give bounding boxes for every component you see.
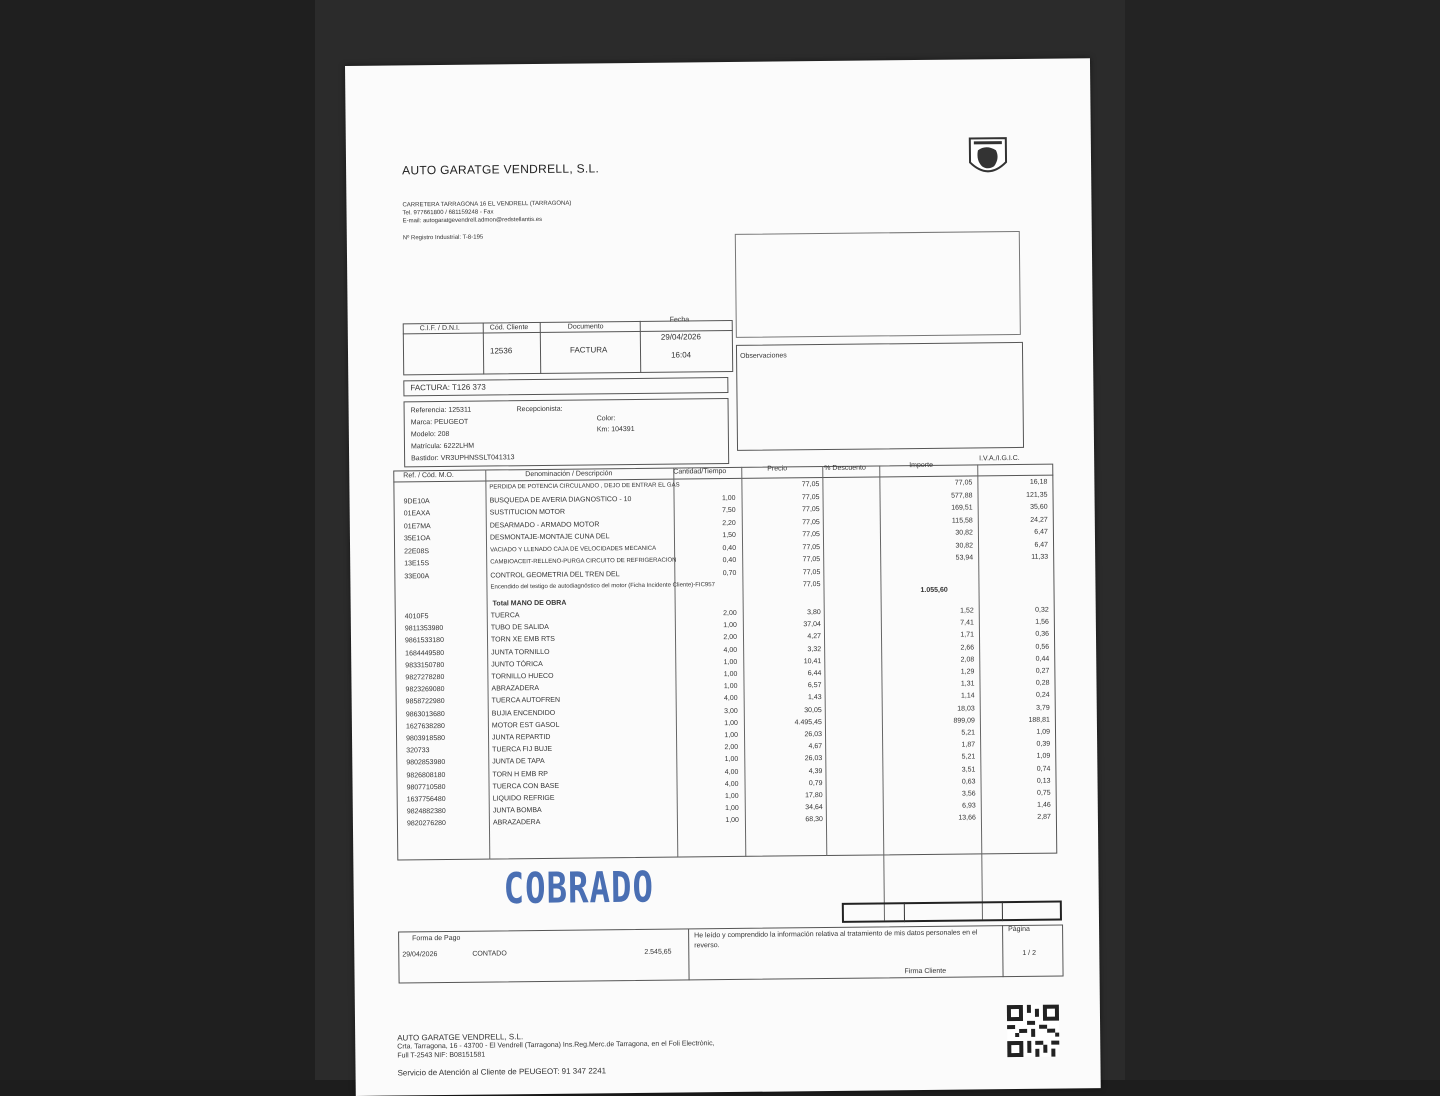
parts_rows-row-qty: 2,00 [723, 609, 737, 618]
labor_rows-row-iva: 24,27 [1030, 516, 1048, 524]
labor_rows-row-iva: 6,47 [1034, 528, 1048, 536]
parts_rows-row-price: 6,57 [807, 682, 822, 690]
labor_rows-row-price: 77,05 [802, 568, 821, 576]
parts_rows-row-qty: 1,00 [725, 817, 739, 825]
parts_rows-row-price: 10,41 [803, 657, 822, 666]
parts_rows-row-ref: 9826808180 [406, 771, 446, 779]
factura-number: FACTURA: T126 373 [410, 382, 486, 393]
labor_rows-row-ref: 22E08S [404, 547, 430, 555]
parts_rows-row-amount: 3,56 [961, 790, 976, 798]
total-mano-obra-value: 1.055,60 [920, 586, 948, 595]
payment-date: 29/04/2026 [402, 951, 438, 959]
privacy-note: He leído y comprendido la información relativa al tratamiento de mis datos personales en el reverso. [694, 929, 978, 950]
parts_rows-row-desc: MOTOR EST GASOL [491, 721, 560, 730]
labor_rows-row-ref: 01EAXA [403, 510, 431, 518]
bottom-company-name: AUTO GARATGE VENDRELL, S.L. [397, 1032, 524, 1043]
labor_rows-row-desc: DESARMADO - ARMADO MOTOR [489, 520, 600, 530]
fecha-value: 29/04/2026 [660, 332, 701, 342]
parts_rows-row-ref: 4010F5 [404, 613, 429, 621]
company-email: E-mail: autogaratgevendrell.admon@redstellantis.es [402, 216, 543, 225]
parts_rows-row-iva: 0,24 [1035, 692, 1050, 700]
labor_rows-row-qty: 2,20 [722, 519, 736, 527]
parts_rows-row-desc: TUERCA [490, 612, 520, 620]
parts_rows-row-desc: TORNILLO HUECO [491, 672, 554, 681]
col-cif-label: C.I.F. / D.N.I. [419, 324, 460, 333]
payment-method: CONTADO [472, 950, 507, 958]
parts_rows-row-iva: 1,09 [1036, 728, 1051, 736]
parts_rows-row-ref: 9807710580 [406, 783, 446, 792]
labor_rows-row-qty: 7,50 [722, 506, 736, 515]
parts_rows-row-amount: 5,21 [961, 753, 976, 761]
parts_rows-row-amount: 1,71 [960, 631, 975, 639]
labor_rows-row-price: 77,05 [801, 481, 820, 489]
background-left [0, 0, 315, 1080]
col-amount-header: Importe [909, 461, 933, 470]
parts_rows-row-desc: JUNTA TORNILLO [491, 648, 550, 657]
col-price-header: Precio [767, 465, 788, 473]
labor_rows-row-ref: 35E1OA [403, 535, 431, 543]
parts_rows-row-ref: 9803918580 [406, 734, 446, 743]
labor_rows-row-desc: BUSQUEDA DE AVERIA DIAGNOSTICO - 10 [489, 495, 632, 505]
labor_rows-row-price: 77,05 [802, 518, 820, 526]
parts_rows-row-amount: 7,41 [960, 619, 974, 627]
labor_rows-row-ref: 13E15S [404, 560, 430, 568]
labor_rows-row-desc: CONTROL GEOMETRIA DEL TREN DEL [490, 570, 620, 580]
parts_rows-row-ref: 1637756480 [406, 795, 446, 804]
cobrado-stamp: COBRADO [503, 862, 655, 915]
parts_rows-row-iva: 0,36 [1035, 631, 1050, 639]
parts_rows-row-ref: 9823269080 [405, 686, 445, 694]
parts_rows-row-amount: 3,51 [961, 766, 976, 774]
parts_rows-row-desc: TUERCA FIJ BUJE [492, 746, 553, 754]
parts_rows-row-qty: 1,00 [724, 719, 738, 727]
pagina-label: Página [1008, 925, 1030, 934]
parts_rows-row-amount: 2,08 [960, 656, 975, 664]
parts_rows-row-iva: 0,39 [1036, 740, 1051, 748]
parts_rows-row-iva: 0,13 [1036, 777, 1051, 785]
parts_rows-row-amount: 1,87 [961, 741, 976, 749]
col-fecha-label: Fecha [669, 316, 690, 324]
pagina-value: 1 / 2 [1022, 949, 1036, 957]
parts_rows-row-amount: 0,63 [961, 778, 976, 786]
parts_rows-row-iva: 188,81 [1028, 716, 1050, 724]
parts_rows-row-price: 68,30 [805, 816, 823, 824]
parts_rows-row-desc: JUNTA REPARTID [492, 733, 551, 742]
client-address-box [735, 231, 1021, 338]
company-address: CARRETERA TARRAGONA 16 EL VENDRELL (TARRAGONA) [402, 200, 572, 209]
parts_rows-row-iva: 2,87 [1037, 814, 1051, 822]
labor_rows-row-price: 77,05 [801, 493, 820, 501]
labor_rows-row-desc: Encendido del testigo de autodiagnóstico del motor (Ficha Incidente Cliente)-FIC957 [490, 582, 715, 591]
company-tel: Tel. 977661800 / 681159248 - Fax [402, 209, 494, 217]
parts_rows-row-desc: TUERCA CON BASE [492, 782, 560, 791]
parts_rows-row-qty: 1,00 [725, 792, 739, 801]
parts_rows-row-iva: 0,32 [1035, 606, 1049, 614]
parts_rows-row-desc: JUNTO TÓRICA [491, 660, 543, 669]
parts_rows-row-amount: 5,21 [961, 729, 976, 737]
parts_rows-row-price: 6,44 [807, 670, 822, 678]
labor_rows-row-qty: 0,40 [722, 544, 737, 552]
documento-value: FACTURA [569, 345, 608, 355]
labor_rows-row-price: 77,05 [802, 556, 821, 564]
parts_rows-row-qty: 1,00 [723, 658, 738, 666]
parts_rows-row-price: 4,27 [807, 633, 822, 641]
parts_rows-row-price: 26,03 [804, 755, 823, 763]
labor_rows-row-amount: 30,82 [955, 541, 974, 550]
parts_rows-row-ref: 9827278280 [405, 673, 445, 682]
labor_rows-row-desc: DESMONTAJE-MONTAJE CUNA DEL [489, 533, 610, 542]
vehicle-color: Color: [596, 415, 616, 423]
parts_rows-row-qty: 3,00 [724, 707, 738, 715]
parts_rows-row-amount: 1,29 [960, 668, 975, 676]
labor_rows-row-amount: 169,51 [951, 504, 973, 512]
parts_rows-row-ref: 9833150780 [405, 661, 445, 670]
labor_rows-row-price: 77,05 [802, 506, 820, 514]
parts_rows-row-price: 34,64 [805, 804, 823, 812]
company-name: AUTO GARATGE VENDRELL, S.L. [402, 161, 600, 178]
parts_rows-row-qty: 2,00 [723, 634, 738, 642]
parts_rows-row-qty: 1,00 [723, 683, 738, 691]
labor_rows-row-ref: 01E7MA [403, 522, 431, 530]
parts_rows-row-desc: ABRAZADERA [491, 685, 540, 693]
parts_rows-row-price: 3,32 [807, 645, 822, 653]
parts_rows-row-ref: 320733 [406, 747, 430, 755]
col-desc-header: Denominación / Descripción [525, 470, 613, 479]
parts_rows-row-amount: 1,31 [960, 680, 975, 688]
parts_rows-row-qty: 2,00 [724, 744, 739, 752]
parts_rows-row-qty: 1,00 [724, 731, 739, 740]
parts_rows-row-price: 17,80 [805, 792, 823, 800]
parts_rows-row-desc: BUJIA ENCENDIDO [491, 709, 556, 718]
col-iva-header: I.V.A./I.G.I.C. [979, 454, 1020, 463]
parts_rows-row-amount: 18,03 [957, 705, 975, 713]
labor_rows-row-qty: 0,40 [722, 556, 737, 565]
parts_rows-row-price: 4.495,45 [794, 718, 822, 727]
parts_rows-row-price: 3,80 [807, 609, 821, 617]
col-qty-header: Cantidad/Tiempo [673, 468, 727, 476]
parts_rows-row-ref: 9861533180 [404, 637, 444, 645]
parts_rows-row-iva: 0,75 [1036, 789, 1051, 797]
labor_rows-row-desc: CAMBIOACEIT-RELLENO-PURGA CIRCUITO DE REFRIGERACION [490, 557, 677, 566]
labor_rows-row-price: 77,05 [802, 543, 821, 551]
parts_rows-row-amount: 1,52 [960, 607, 974, 615]
totals-box [842, 901, 1062, 923]
company-registro: Nº Registro Industrial: T-8-195 [402, 234, 484, 242]
labor_rows-row-desc: VACIADO Y LLENADO CAJA DE VELOCIDADES MECANICA [490, 545, 657, 554]
parts_rows-row-qty: 4,00 [723, 695, 738, 703]
parts_rows-row-desc: JUNTA DE TAPA [492, 758, 545, 766]
labor_rows-row-ref: 9DE10A [403, 497, 430, 505]
labor_rows-row-qty: 0,70 [722, 569, 737, 577]
observaciones-label: Observaciones [740, 352, 787, 360]
parts_rows-row-price: 1,43 [807, 694, 822, 702]
parts_rows-row-qty: 1,00 [725, 805, 739, 813]
parts_rows-row-iva: 0,28 [1035, 679, 1050, 687]
background-right [1125, 0, 1440, 1080]
vehicle-km: Km: 104391 [596, 425, 635, 434]
labor_rows-row-qty: 1,00 [721, 494, 736, 502]
parts_rows-row-price: 26,03 [804, 731, 823, 739]
totals-divider-1 [904, 902, 905, 922]
parts_rows-row-iva: 0,56 [1035, 643, 1050, 651]
parts_rows-row-desc: TORN H EMB RP [492, 770, 548, 779]
labor_rows-row-desc: PERDIDA DE POTENCIA CIRCULANDO , DEJO DE ENTRAR EL GAS [489, 482, 680, 491]
parts_rows-row-amount: 2,66 [960, 644, 975, 652]
labor_rows-row-amount: 577,88 [951, 491, 973, 500]
parts_rows-row-ref: 1627638280 [405, 722, 445, 731]
parts_rows-row-iva: 3,79 [1036, 704, 1050, 712]
parts_rows-row-desc: TORN XE EMB RTS [490, 636, 555, 644]
parts_rows-row-desc: TUERCA AUTOFREN [491, 697, 561, 705]
labor_rows-row-amount: 53,94 [955, 554, 974, 562]
parts_rows-row-desc: TUBO DE SALIDA [490, 624, 549, 632]
parts_rows-row-qty: 1,00 [723, 670, 738, 679]
labor_rows-row-price: 77,05 [802, 581, 821, 589]
forma-pago-label: Forma de Pago [412, 934, 461, 943]
labor_rows-row-qty: 1,50 [722, 531, 736, 540]
hora-value: 16:04 [670, 350, 692, 360]
parts_rows-row-qty: 4,00 [724, 780, 739, 788]
labor_rows-row-price: 77,05 [802, 531, 820, 539]
qr-code-icon [1007, 1005, 1060, 1058]
vehicle-marca: Marca: PEUGEOT [410, 418, 469, 427]
labor_rows-row-desc: SUSTITUCION MOTOR [489, 508, 566, 517]
parts_rows-row-iva: 1,56 [1035, 618, 1049, 626]
parts_rows-row-qty: 4,00 [724, 768, 739, 776]
firma-cliente-label: Firma Cliente [904, 967, 947, 976]
labor_rows-row-iva: 6,47 [1034, 541, 1049, 549]
vehicle-modelo: Modelo: 208 [410, 430, 450, 439]
bottom-address: Crta. Tarragona, 16 - 43700 - El Vendrell (Tarragona) Ins.Reg.Merc.de Tarragona, en el Foli Electrònic, [397, 1040, 715, 1051]
vehicle-matricula: Matrícula: 6222LHM [410, 442, 475, 451]
vehicle-referencia: Referencia: 125311 [410, 406, 472, 415]
parts_rows-row-desc: LIQUIDO REFRIGE [492, 794, 555, 803]
bottom-nif: Full T-2543 NIF: B08151581 [397, 1051, 486, 1060]
labor_rows-row-ref: 33E00A [404, 572, 430, 580]
parts_rows-row-ref: 9858722980 [405, 698, 445, 706]
parts_rows-row-qty: 1,00 [723, 622, 737, 630]
parts_rows-row-iva: 1,46 [1037, 801, 1051, 809]
parts_rows-row-iva: 0,44 [1035, 655, 1050, 663]
invoice-paper [345, 58, 1101, 1096]
labor_rows-row-amount: 115,58 [951, 516, 973, 525]
parts_rows-row-price: 4,39 [808, 767, 823, 775]
parts_rows-row-ref: 9811353980 [404, 625, 444, 633]
parts_rows-row-ref: 9802853980 [406, 759, 446, 767]
parts_rows-row-desc: JUNTA BOMBA [492, 807, 542, 815]
parts_rows-row-iva: 0,74 [1036, 765, 1051, 773]
vehicle-bastidor: Bastidor: VR3UPHNSSLT041313 [411, 454, 515, 463]
col-cliente-label: Cód. Cliente [489, 324, 529, 332]
col-discount-header: % Descuento [824, 464, 866, 473]
parts_rows-row-amount: 1,14 [960, 692, 975, 700]
cliente-value: 12536 [489, 346, 513, 356]
total-mano-obra-label: Total MANO DE OBRA [492, 599, 567, 608]
payment-amount: 2.545,65 [644, 948, 672, 956]
parts_rows-row-price: 4,67 [808, 743, 823, 751]
labor_rows-row-iva: 11,33 [1031, 553, 1049, 561]
labor_rows-row-iva: 35,60 [1030, 503, 1048, 511]
col-documento-label: Documento [567, 323, 604, 331]
parts_rows-row-qty: 4,00 [723, 646, 738, 654]
parts_rows-row-price: 37,04 [803, 621, 821, 629]
labor_rows-row-amount: 77,05 [954, 479, 973, 487]
parts_rows-row-amount: 899,09 [953, 717, 975, 725]
col-ref-header: Ref. / Cód. M.O. [403, 471, 454, 480]
parts_rows-row-amount: 6,93 [962, 802, 976, 810]
parts_rows-row-ref: 1684449580 [405, 649, 445, 657]
bottom-service: Servicio de Atención al Cliente de PEUGEOT: 91 347 2241 [397, 1066, 607, 1078]
labor_rows-row-amount: 30,82 [955, 529, 973, 537]
parts_rows-row-amount: 13,66 [958, 814, 976, 823]
parts_rows-row-ref: 9820276280 [406, 820, 446, 828]
parts_rows-row-ref: 9863013680 [405, 710, 445, 718]
peugeot-lion-logo-icon [966, 134, 1010, 180]
parts_rows-row-price: 30,05 [804, 706, 822, 714]
labor_rows-row-iva: 121,35 [1026, 491, 1048, 499]
labor_rows-row-iva: 16,18 [1029, 478, 1048, 486]
parts_rows-row-iva: 1,09 [1036, 753, 1051, 761]
parts_rows-row-price: 0,79 [808, 779, 823, 787]
parts_rows-row-desc: ABRAZADERA [492, 819, 541, 827]
parts_rows-row-iva: 0,27 [1035, 667, 1050, 675]
parts_rows-row-qty: 1,00 [724, 756, 739, 764]
vehicle-recepcionista: Recepcionista: [516, 405, 563, 414]
totals-divider-2 [1002, 901, 1003, 921]
parts_rows-row-ref: 9824882380 [406, 808, 446, 816]
